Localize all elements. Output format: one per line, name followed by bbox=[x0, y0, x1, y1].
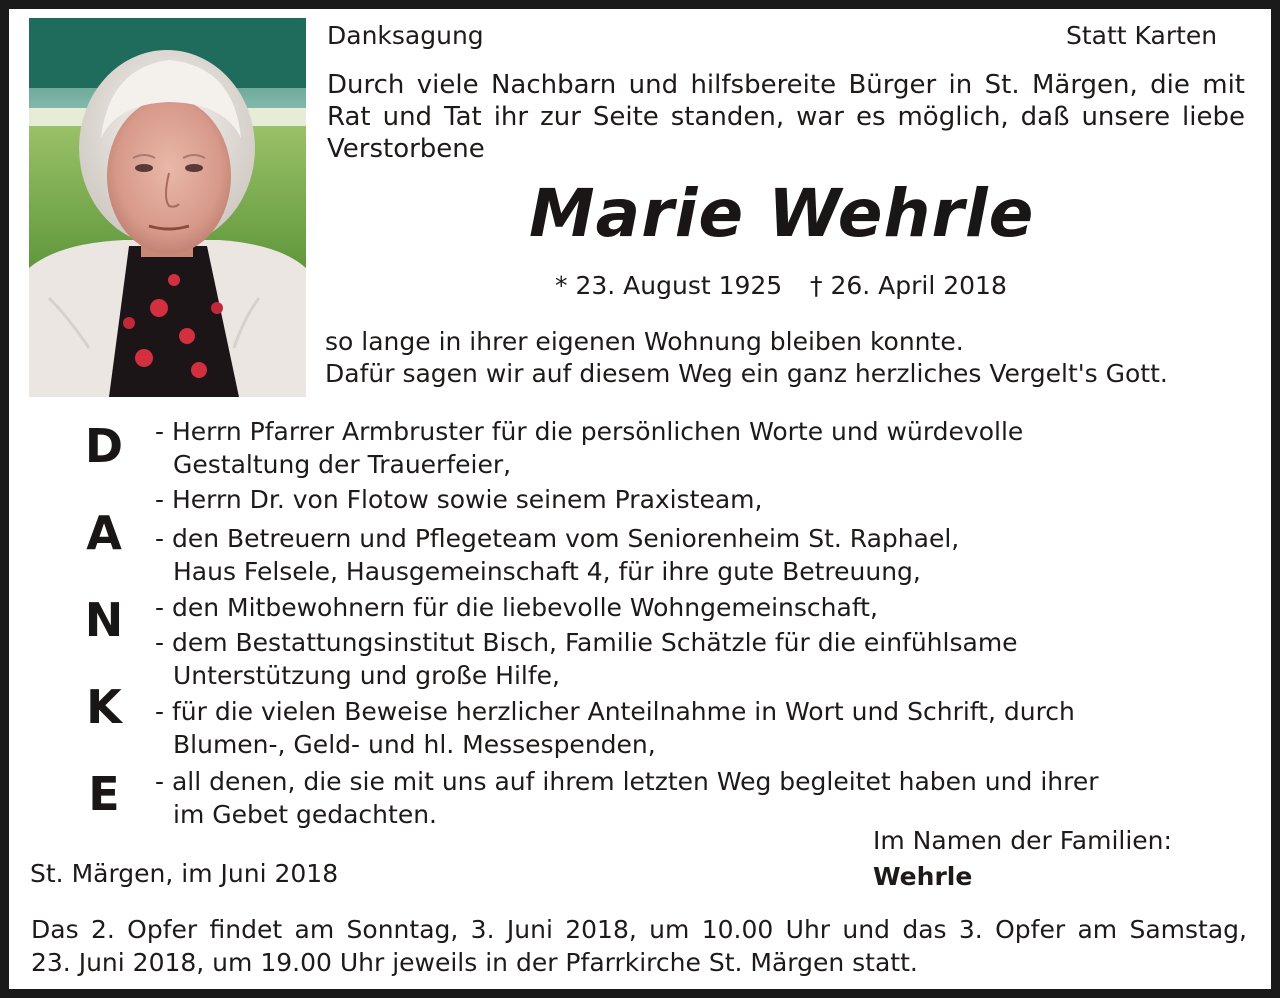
thanks-item-text: - für die vielen Beweise herzlicher Anteilnahme in Wort und Schrift, durch bbox=[155, 697, 1075, 726]
thanks-item-text: - den Betreuern und Pflegeteam vom Seniorenheim St. Raphael, bbox=[155, 524, 960, 553]
portrait-image bbox=[29, 18, 306, 397]
thanks-item-text: - dem Bestattungsinstitut Bisch, Familie Schätzle für die einfühlsame bbox=[155, 628, 1018, 657]
thanks-item bbox=[155, 695, 1075, 761]
danke-letter: A bbox=[86, 506, 122, 560]
thanks-item bbox=[155, 483, 762, 516]
danke-letter: N bbox=[84, 593, 124, 647]
header-danksagung: Danksagung bbox=[327, 21, 484, 50]
continuation-line: Dafür sagen wir auf diesem Weg ein ganz herzliches Vergelt's Gott. bbox=[325, 359, 1168, 388]
thanks-item bbox=[155, 591, 878, 624]
danke-letter: D bbox=[84, 419, 124, 473]
place-date: St. Märgen, im Juni 2018 bbox=[30, 859, 339, 888]
thanks-item-text: - all denen, die sie mit uns auf ihrem letzten Weg begleitet haben und ihrer bbox=[155, 767, 1099, 796]
birth-date: * 23. August 1925 bbox=[555, 271, 783, 300]
thanks-item bbox=[155, 415, 1023, 481]
intro-line: Verstorbene bbox=[327, 134, 485, 164]
thanks-item-text: - Herrn Pfarrer Armbruster für die persönlichen Worte und würdevolle bbox=[155, 417, 1024, 446]
thanks-item-continuation: Blumen-, Geld- und hl. Messespenden, bbox=[173, 730, 656, 759]
death-date: † 26. April 2018 bbox=[810, 271, 1007, 300]
intro-line: Durch viele Nachbarn und hilfsbereite Bürger in St. Märgen, die mit bbox=[327, 70, 1245, 100]
signature-line: Im Namen der Familien: bbox=[873, 826, 1172, 855]
thanks-item-continuation: Haus Felsele, Hausgemeinschaft 4, für ihre gute Betreuung, bbox=[173, 557, 921, 586]
deceased-name: Marie Wehrle bbox=[529, 175, 1035, 252]
thanks-item bbox=[155, 626, 1018, 692]
continuation-line: so lange in ihrer eigenen Wohnung bleiben konnte. bbox=[325, 327, 964, 356]
portrait-photo bbox=[29, 18, 306, 397]
danke-letter: E bbox=[88, 767, 120, 821]
intro-line: Rat und Tat ihr zur Seite standen, war es möglich, daß unsere liebe bbox=[327, 102, 1245, 132]
footer-line: Das 2. Opfer findet am Sonntag, 3. Juni 2018, um 10.00 Uhr und das 3. Opfer am Samstag, bbox=[31, 915, 1247, 944]
footer-paragraph bbox=[31, 913, 1247, 979]
thanks-item-continuation: im Gebet gedachten. bbox=[173, 800, 438, 829]
thanks-item-text: - den Mitbewohnern für die liebevolle Wohngemeinschaft, bbox=[155, 593, 878, 622]
thanks-item bbox=[155, 765, 1099, 831]
thanks-item-text: - Herrn Dr. von Flotow sowie seinem Praxisteam, bbox=[155, 485, 763, 514]
danke-letter: K bbox=[86, 680, 122, 734]
signature-family: Wehrle bbox=[873, 862, 973, 891]
footer-line: 23. Juni 2018, um 19.00 Uhr jeweils in der Pfarrkirche St. Märgen statt. bbox=[31, 948, 918, 977]
obituary-notice bbox=[9, 9, 1271, 989]
thanks-item-continuation: Unterstützung und große Hilfe, bbox=[173, 661, 560, 690]
intro-paragraph bbox=[327, 69, 1245, 165]
thanks-item bbox=[155, 522, 959, 588]
thanks-item-continuation: Gestaltung der Trauerfeier, bbox=[173, 450, 512, 479]
header-statt-karten: Statt Karten bbox=[1066, 21, 1218, 50]
